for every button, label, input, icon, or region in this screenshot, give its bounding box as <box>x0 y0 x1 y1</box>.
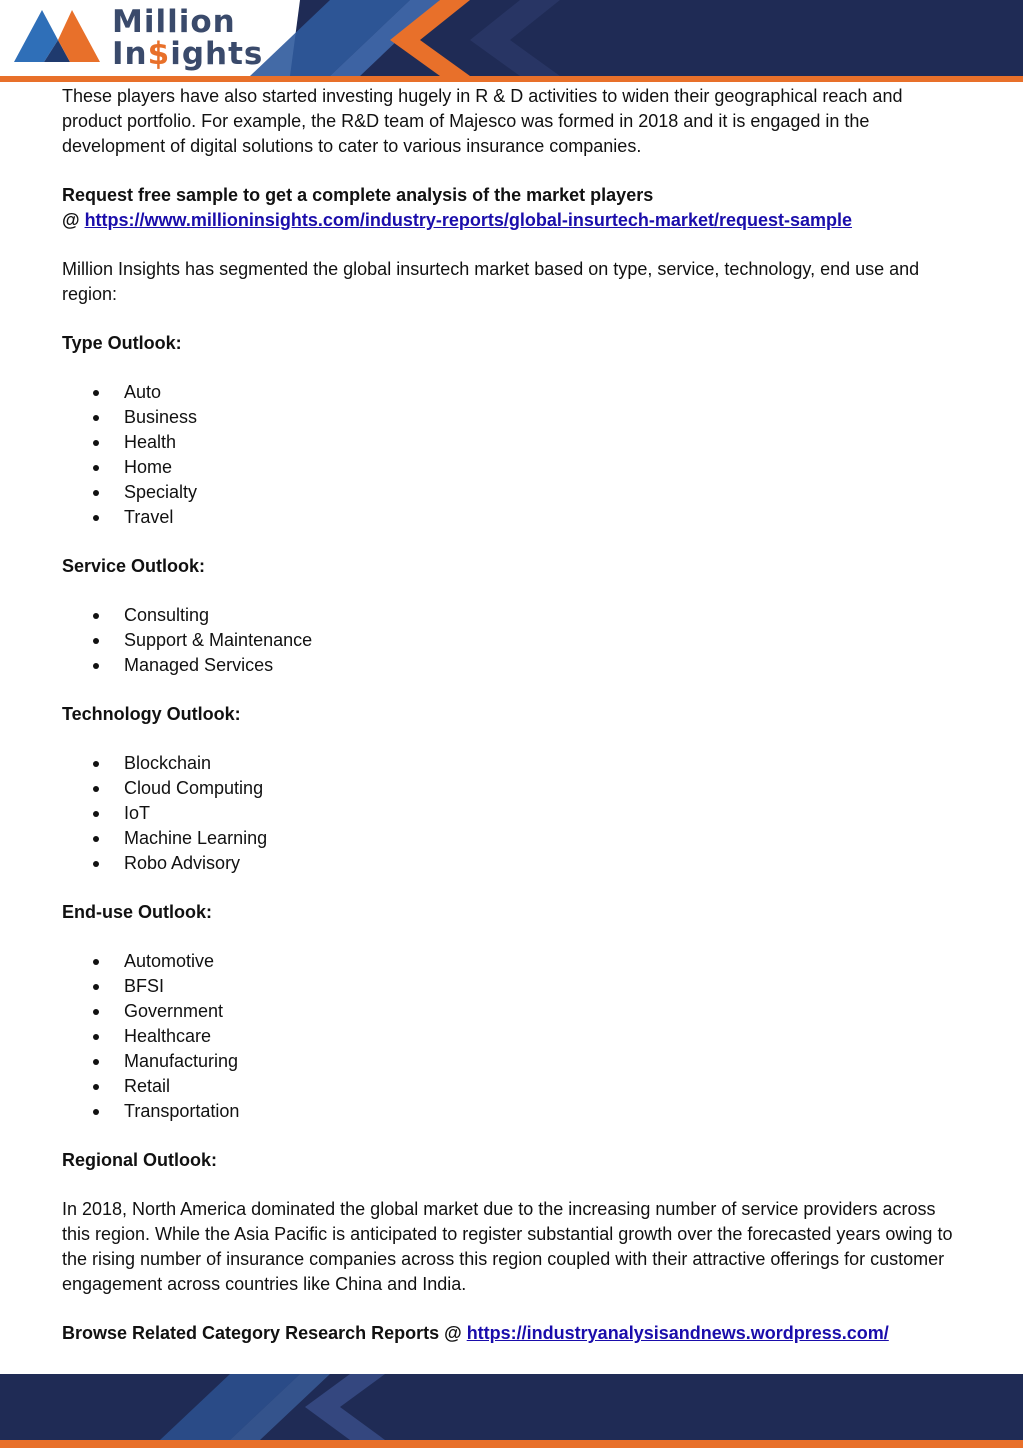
technology-outlook-heading: Technology Outlook: <box>62 704 241 724</box>
list-item: Automotive <box>62 949 962 974</box>
list-item: Business <box>62 405 962 430</box>
list-item: Transportation <box>62 1099 962 1124</box>
logo-wordmark <box>112 6 263 70</box>
technology-outlook-list <box>62 751 962 876</box>
logo-mark-icon <box>14 10 100 62</box>
segmentation-paragraph: Million Insights has segmented the global insurtech market based on type, service, technology, end use and region: <box>62 259 920 304</box>
sample-request-at: @ <box>62 210 85 230</box>
list-item: Consulting <box>62 603 962 628</box>
logo-line1: Million <box>112 4 236 40</box>
list-item: Robo Advisory <box>62 851 962 876</box>
list-item: Health <box>62 430 962 455</box>
sample-request-link[interactable]: https://www.millioninsights.com/industry-reports/global-insurtech-market/request-sample <box>84 210 853 230</box>
service-outlook-list <box>62 603 962 678</box>
logo-line2-post: ights <box>170 36 264 72</box>
list-item: Home <box>62 455 962 480</box>
browse-text: Browse Related Category Research Reports @ <box>62 1323 467 1343</box>
logo-line2-pre: In <box>112 36 148 72</box>
logo-line2 <box>112 38 263 70</box>
list-item: Healthcare <box>62 1024 962 1049</box>
sample-request-line <box>62 208 962 233</box>
type-outlook-heading: Type Outlook: <box>62 333 182 353</box>
browse-link[interactable]: https://industryanalysisandnews.wordpress.com/ <box>466 1323 889 1343</box>
regional-outlook-paragraph: In 2018, North America dominated the global market due to the increasing number of service providers across this region. While the Asia Pacific is anticipated to register substantial growth over the forecasted years owing to the rising number of insurance companies across this region coupled with their attractive offerings for customer engagement across countries like China and India. <box>62 1199 953 1294</box>
logo-dollar: $ <box>147 36 171 72</box>
list-item: Support & Maintenance <box>62 628 962 653</box>
list-item: Cloud Computing <box>62 776 962 801</box>
header-banner <box>0 0 1023 84</box>
list-item: Machine Learning <box>62 826 962 851</box>
footer-background <box>0 1374 1023 1448</box>
enduse-outlook-heading: End-use Outlook: <box>62 902 212 922</box>
footer-banner <box>0 1374 1023 1448</box>
regional-outlook-heading: Regional Outlook: <box>62 1150 217 1170</box>
browse-line <box>62 1321 962 1346</box>
list-item: Travel <box>62 505 962 530</box>
list-item: Retail <box>62 1074 962 1099</box>
list-item: IoT <box>62 801 962 826</box>
list-item: Manufacturing <box>62 1049 962 1074</box>
list-item: BFSI <box>62 974 962 999</box>
list-item: Blockchain <box>62 751 962 776</box>
list-item: Government <box>62 999 962 1024</box>
type-outlook-list <box>62 380 962 530</box>
document-body <box>62 84 962 1346</box>
list-item: Managed Services <box>62 653 962 678</box>
list-item: Specialty <box>62 480 962 505</box>
intro-paragraph: These players have also started investing hugely in R & D activities to widen their geographical reach and product portfolio. For example, the R&D team of Majesco was formed in 2018 and it is engaged in the development of digital solutions to cater to various insurance companies. <box>62 86 903 156</box>
enduse-outlook-list <box>62 949 962 1124</box>
list-item: Auto <box>62 380 962 405</box>
sample-request-text: Request free sample to get a complete analysis of the market players <box>62 185 654 205</box>
service-outlook-heading: Service Outlook: <box>62 556 206 576</box>
